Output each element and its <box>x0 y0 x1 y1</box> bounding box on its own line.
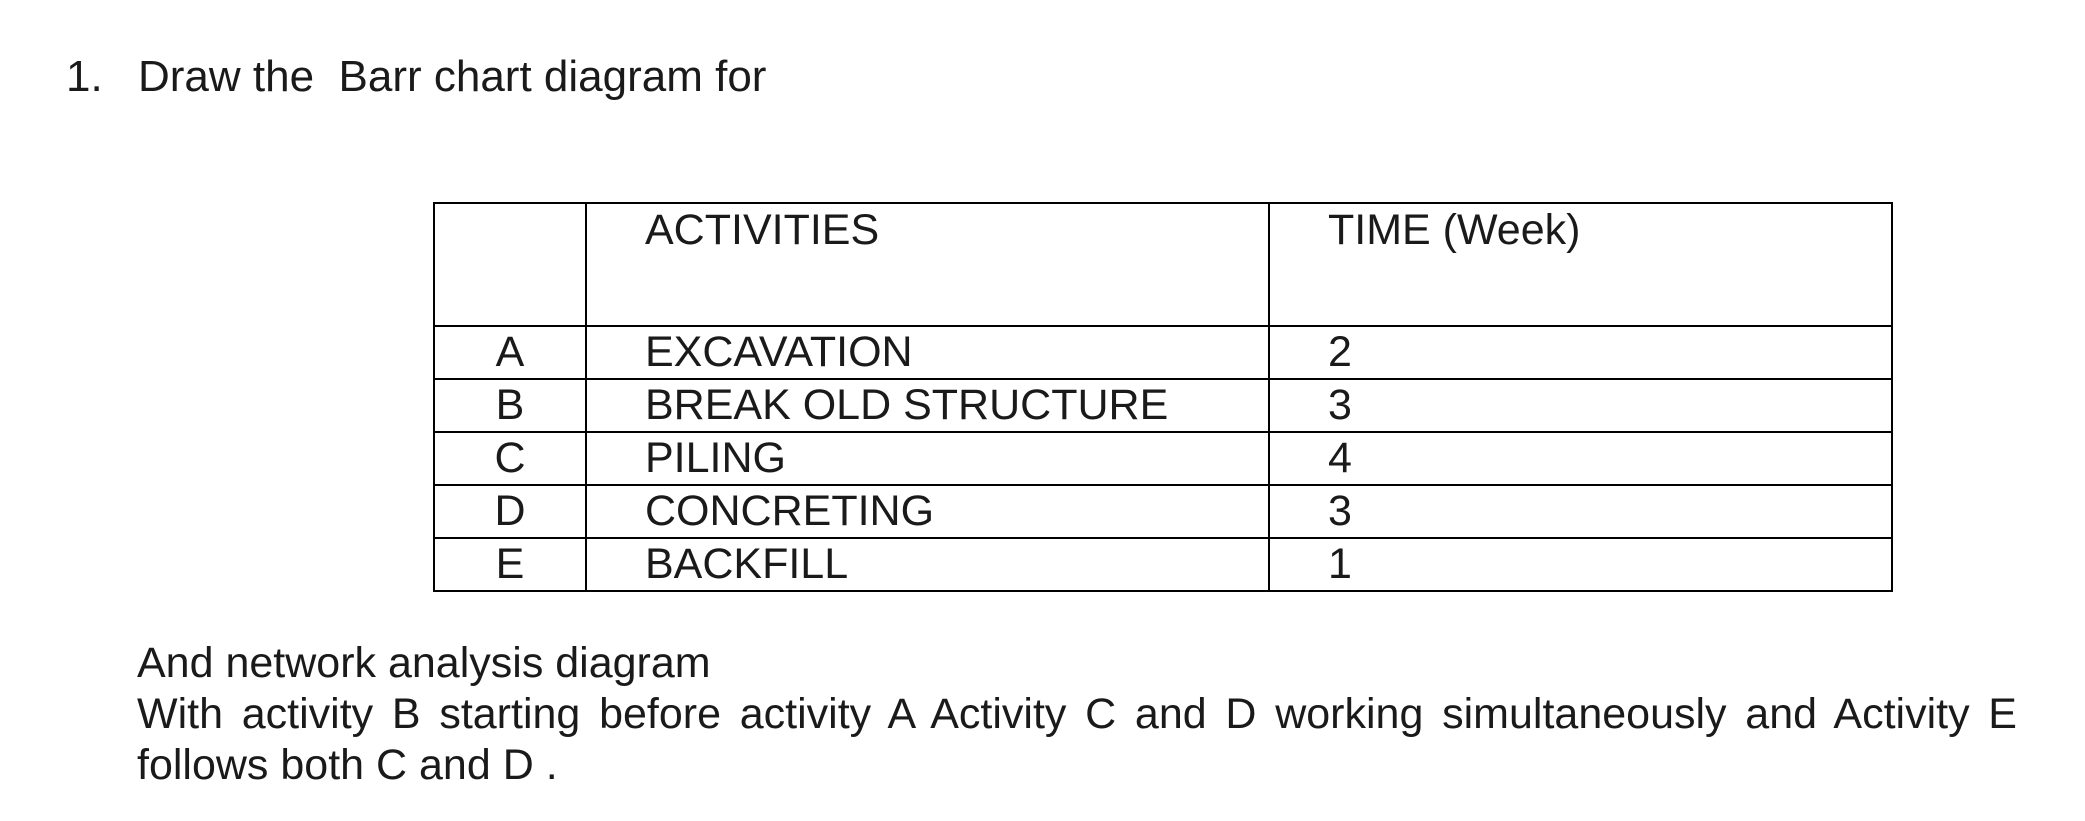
row-letter: C <box>434 432 586 485</box>
row-time: 4 <box>1269 432 1892 485</box>
notes-line-1: And network analysis diagram <box>137 639 711 687</box>
question-heading <box>66 48 766 106</box>
activities-table <box>433 202 1893 592</box>
header-letter-cell <box>434 203 586 326</box>
row-activity: PILING <box>586 432 1269 485</box>
row-activity: EXCAVATION <box>586 326 1269 379</box>
row-activity: BREAK OLD STRUCTURE <box>586 379 1269 432</box>
row-time: 3 <box>1269 485 1892 538</box>
question-number: 1. <box>66 52 103 101</box>
row-letter: A <box>434 326 586 379</box>
header-activities: ACTIVITIES <box>586 203 1269 326</box>
table-row <box>434 432 1892 485</box>
table-row <box>434 538 1892 591</box>
header-time: TIME (Week) <box>1269 203 1892 326</box>
row-time: 3 <box>1269 379 1892 432</box>
instructions-text <box>137 638 2017 791</box>
question-text: Draw the Barr chart diagram for <box>138 52 767 101</box>
row-time: 1 <box>1269 538 1892 591</box>
row-letter: D <box>434 485 586 538</box>
row-activity: CONCRETING <box>586 485 1269 538</box>
row-letter: B <box>434 379 586 432</box>
row-activity: BACKFILL <box>586 538 1269 591</box>
table-row <box>434 379 1892 432</box>
table-header-row <box>434 203 1892 326</box>
row-letter: E <box>434 538 586 591</box>
table-row <box>434 485 1892 538</box>
row-time: 2 <box>1269 326 1892 379</box>
notes-line-2: With activity B starting before activity A Activity C and D working simultaneously and Activity E follows both C and D . <box>137 690 2017 789</box>
table-row <box>434 326 1892 379</box>
